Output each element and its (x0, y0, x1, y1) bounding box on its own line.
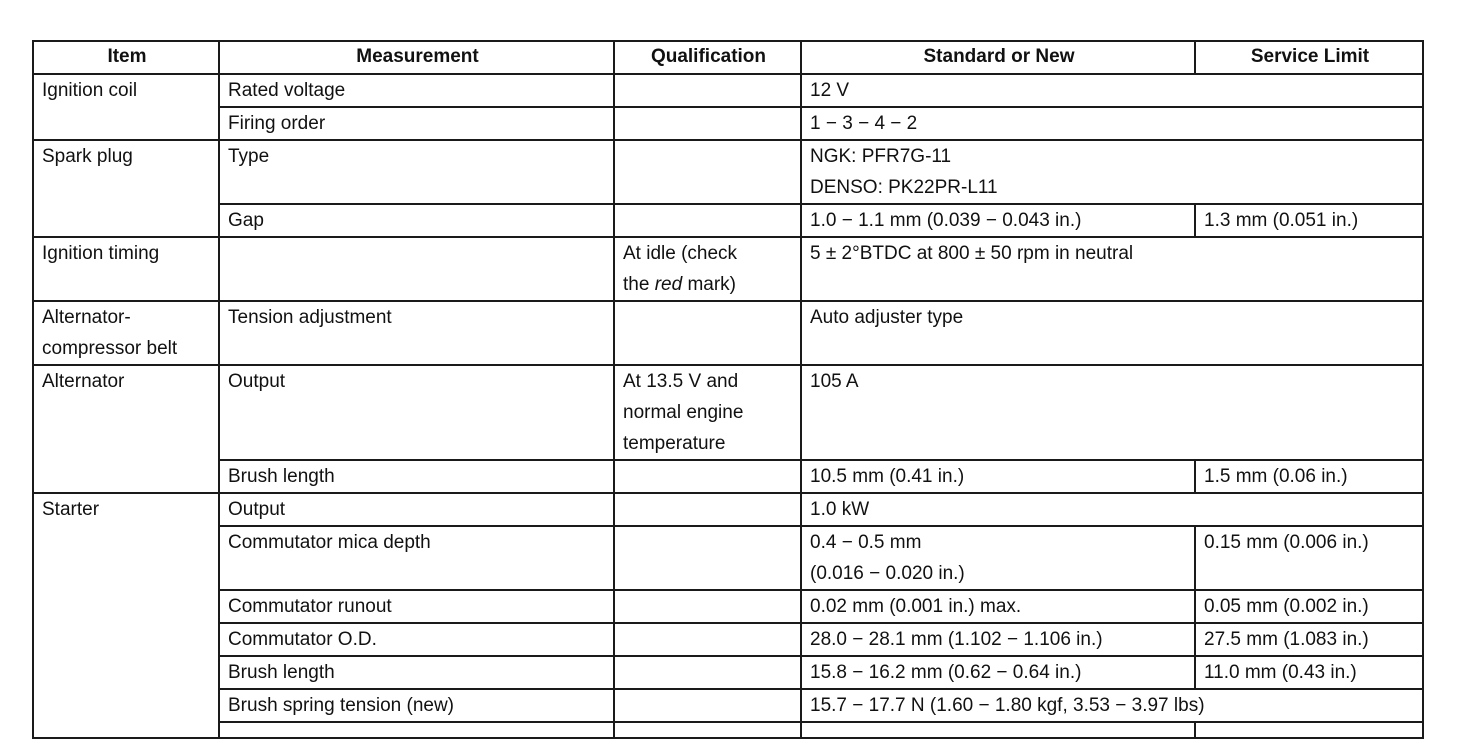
standard-cell: Auto adjuster type (801, 301, 1423, 365)
measurement-cell: Commutator mica depth (219, 526, 614, 590)
qualification-line: normal engine (623, 402, 744, 423)
standard-cell: 15.7 − 17.7 N (1.60 − 1.80 kgf, 3.53 − 3.97 lbs) (801, 689, 1423, 722)
qualification-cell (614, 460, 801, 493)
header-row (33, 41, 1423, 74)
service-limit-cell: 27.5 mm (1.083 in.) (1195, 623, 1423, 656)
measurement-cell: Rated voltage (219, 74, 614, 107)
standard-line: 0.4 − 0.5 mm (810, 532, 922, 553)
qualification-cell (614, 140, 801, 204)
standard-cell: 15.8 − 16.2 mm (0.62 − 0.64 in.) (801, 656, 1195, 689)
table-row (33, 237, 1423, 301)
standard-cell (801, 140, 1423, 204)
item-spark-plug: Spark plug (33, 140, 219, 237)
standard-cell (801, 526, 1195, 590)
measurement-cell (219, 722, 614, 738)
table-row (33, 74, 1423, 107)
header-item: Item (33, 41, 219, 74)
service-limit-cell (1195, 722, 1423, 738)
qualification-text: mark) (682, 274, 736, 295)
standard-cell (801, 722, 1195, 738)
qualification-line: At 13.5 V and (623, 371, 739, 392)
service-limit-cell: 0.05 mm (0.002 in.) (1195, 590, 1423, 623)
qualification-cell (614, 656, 801, 689)
table-row (33, 590, 1423, 623)
measurement-cell: Brush length (219, 656, 614, 689)
measurement-cell: Type (219, 140, 614, 204)
service-limit-cell: 1.3 mm (0.051 in.) (1195, 204, 1423, 237)
table-row (33, 204, 1423, 237)
table-row (33, 656, 1423, 689)
qualification-line: temperature (623, 433, 726, 454)
qualification-cell (614, 74, 801, 107)
qualification-cell (614, 204, 801, 237)
table-row (33, 722, 1423, 738)
item-line: compressor belt (42, 338, 178, 359)
standard-cell: 28.0 − 28.1 mm (1.102 − 1.106 in.) (801, 623, 1195, 656)
qualification-cell (614, 237, 801, 301)
service-limit-cell: 1.5 mm (0.06 in.) (1195, 460, 1423, 493)
service-limit-cell: 11.0 mm (0.43 in.) (1195, 656, 1423, 689)
standard-cell: 0.02 mm (0.001 in.) max. (801, 590, 1195, 623)
qualification-cell (614, 689, 801, 722)
qualification-cell (614, 493, 801, 526)
standard-line: NGK: PFR7G-11 (810, 146, 952, 167)
standard-cell: 1.0 − 1.1 mm (0.039 − 0.043 in.) (801, 204, 1195, 237)
item-ignition-coil: Ignition coil (33, 74, 219, 140)
table-row (33, 301, 1423, 365)
header-service-limit: Service Limit (1195, 41, 1423, 74)
item-ignition-timing: Ignition timing (33, 237, 219, 301)
header-standard: Standard or New (801, 41, 1195, 74)
qualification-cell (614, 722, 801, 738)
standard-cell: 1.0 kW (801, 493, 1423, 526)
standard-cell: 12 V (801, 74, 1423, 107)
standard-cell: 1 − 3 − 4 − 2 (801, 107, 1423, 140)
measurement-cell: Output (219, 365, 614, 460)
qualification-cell (614, 590, 801, 623)
measurement-cell (219, 237, 614, 301)
table-row (33, 365, 1423, 460)
specifications-table (32, 40, 1424, 739)
measurement-cell: Brush spring tension (new) (219, 689, 614, 722)
standard-cell: 10.5 mm (0.41 in.) (801, 460, 1195, 493)
standard-cell: 5 ± 2°BTDC at 800 ± 50 rpm in neutral (801, 237, 1423, 301)
item-alternator: Alternator (33, 365, 219, 493)
measurement-cell: Commutator O.D. (219, 623, 614, 656)
qualification-cell (614, 107, 801, 140)
qualification-line (623, 269, 794, 300)
qualification-cell (614, 623, 801, 656)
measurement-cell: Brush length (219, 460, 614, 493)
table-row (33, 107, 1423, 140)
table-row (33, 140, 1423, 204)
qualification-emphasis: red (654, 274, 683, 295)
measurement-cell: Output (219, 493, 614, 526)
item-starter: Starter (33, 493, 219, 738)
table-row (33, 493, 1423, 526)
item-alternator-compressor-belt (33, 301, 219, 365)
measurement-cell: Commutator runout (219, 590, 614, 623)
measurement-cell: Firing order (219, 107, 614, 140)
standard-line: (0.016 − 0.020 in.) (810, 563, 965, 584)
service-limit-cell: 0.15 mm (0.006 in.) (1195, 526, 1423, 590)
item-line: Alternator- (42, 307, 131, 328)
header-qualification: Qualification (614, 41, 801, 74)
table-row (33, 526, 1423, 590)
table-row (33, 623, 1423, 656)
qualification-line: At idle (check (623, 243, 738, 264)
standard-cell: 105 A (801, 365, 1423, 460)
qualification-cell (614, 365, 801, 460)
standard-line: DENSO: PK22PR-L11 (810, 177, 998, 198)
table-row (33, 460, 1423, 493)
qualification-cell (614, 526, 801, 590)
table-row (33, 689, 1423, 722)
header-measurement: Measurement (219, 41, 614, 74)
qualification-cell (614, 301, 801, 365)
qualification-text: the (623, 274, 655, 295)
measurement-cell: Gap (219, 204, 614, 237)
measurement-cell: Tension adjustment (219, 301, 614, 365)
